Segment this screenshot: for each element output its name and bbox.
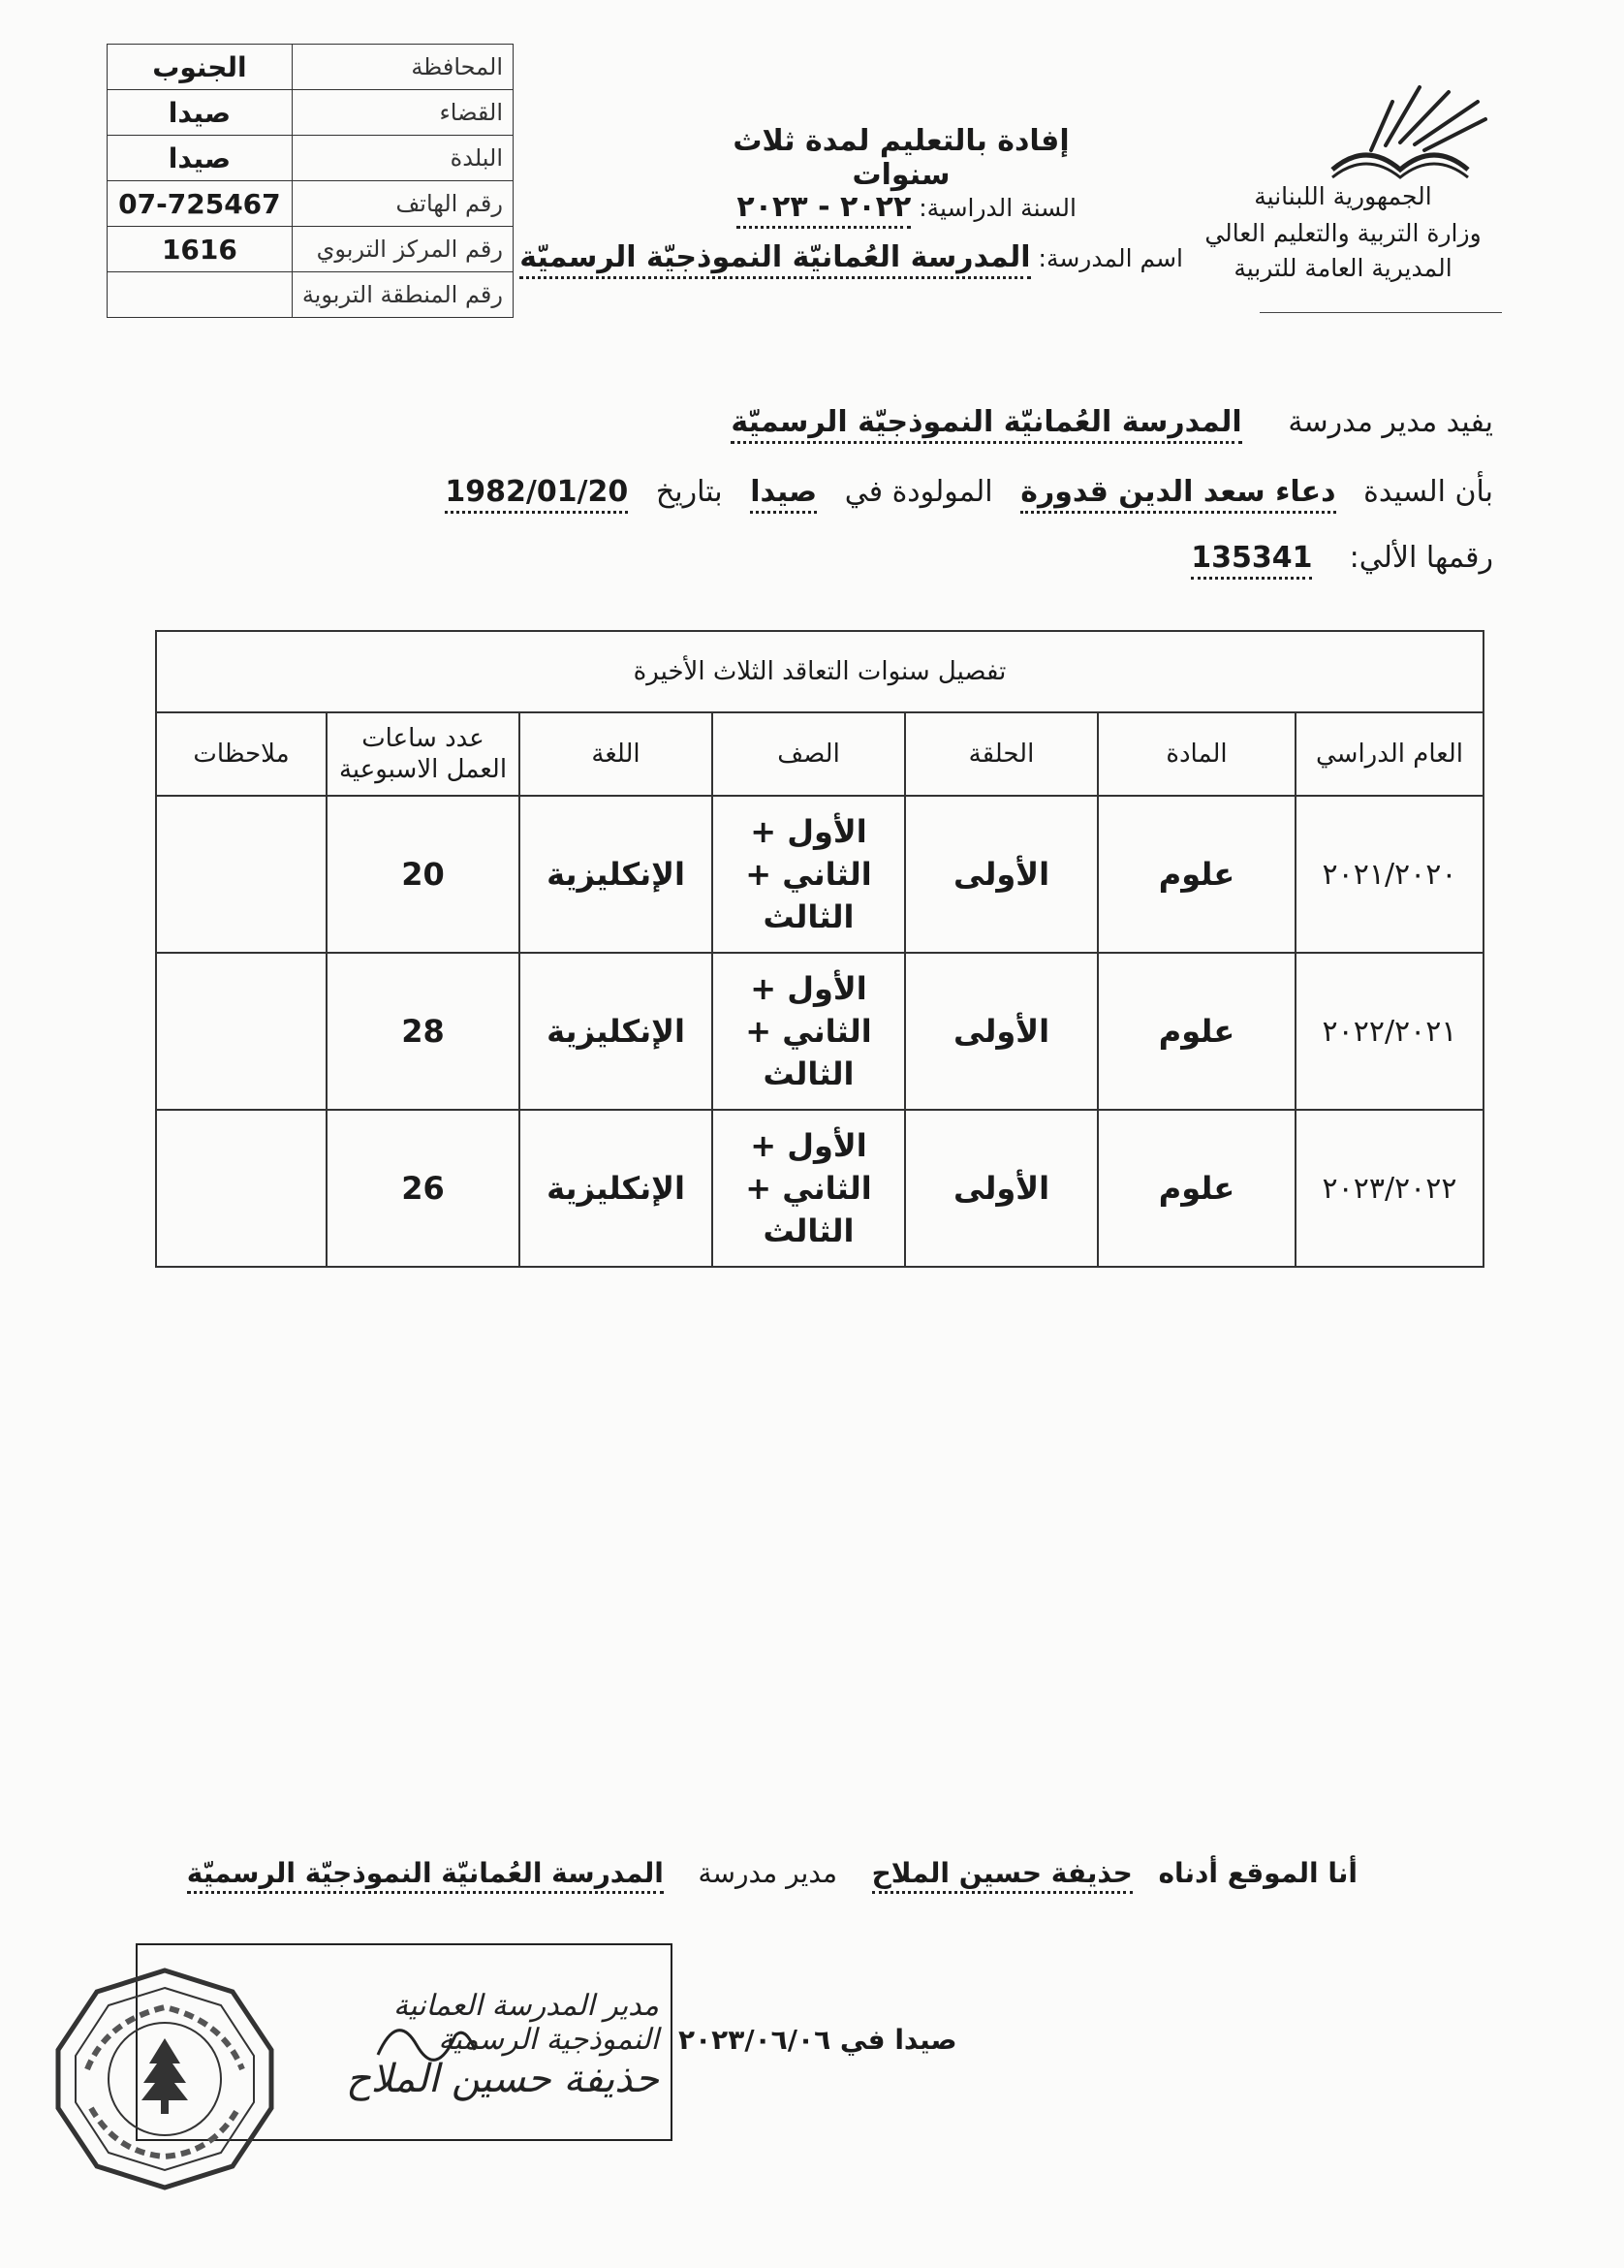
info-row-governorate [108,45,514,90]
grade-line: الثاني + [745,856,872,893]
header-hours-line-1: عدد ساعات [361,724,484,753]
info-row-town [108,136,514,181]
header-subject: المادة [1098,712,1296,796]
cell-grade [712,1110,905,1267]
cell-subject: علوم [1098,953,1296,1110]
school-name-line [519,240,1183,274]
teacher-name: دعاء سعد الدين قدورة [1020,475,1335,514]
cell-notes [156,953,327,1110]
school-name-label: اسم المدرسة: [1038,244,1183,272]
grade-line: الثالث [763,898,855,935]
info-label: رقم المنطقة التربوية [292,272,513,318]
grade-line: الثالث [763,1055,855,1092]
table-caption: تفصيل سنوات التعاقد الثلاث الأخيرة [156,631,1483,712]
cell-cycle: الأولى [905,953,1098,1110]
table-row [156,1110,1483,1267]
header-hours [327,712,519,796]
info-label: القضاء [292,90,513,136]
grade-line: الثاني + [745,1170,872,1207]
info-value: 07-725467 [108,181,293,227]
cell-language: الإنكليزية [519,796,712,953]
info-row-center [108,227,514,272]
ministry-logo-icon [1313,73,1487,179]
ministry-line-1: الجمهورية اللبنانية [1254,182,1432,210]
header-notes: ملاحظات [156,712,327,796]
cell-hours: 28 [327,953,519,1110]
director-of-school-label: يفيد مدير مدرسة [1288,405,1493,439]
cell-year: ٢٠٢٢/٢٠٢١ [1296,953,1483,1110]
info-label: رقم الهاتف [292,181,513,227]
cell-subject: علوم [1098,796,1296,953]
body-line-3 [1191,541,1493,575]
info-label: المحافظة [292,45,513,90]
director-name: حذيفة حسين الملاح [872,1857,1133,1894]
header-language: اللغة [519,712,712,796]
grade-line: الأول + [750,1127,867,1164]
cell-year: ٢٠٢٣/٢٠٢٢ [1296,1110,1483,1267]
mrs-label: بأن السيدة [1363,475,1493,509]
grade-line: الثالث [763,1213,855,1249]
cell-notes [156,796,327,953]
info-label: البلدة [292,136,513,181]
table-header-row [156,712,1483,796]
birth-place: صيدا [750,475,817,514]
footer-school-name: المدرسة العُمانيّة النموذجيّة الرسميّة [187,1857,664,1894]
info-value: صيدا [108,136,293,181]
info-label: رقم المركز التربوي [292,227,513,272]
body-line-1 [731,405,1493,439]
body-line-2 [445,475,1493,509]
academic-year-line [736,190,1077,224]
ministry-line-3: المديرية العامة للتربية [1234,254,1452,282]
cell-cycle: الأولى [905,1110,1098,1267]
header-cycle: الحلقة [905,712,1098,796]
ministry-line-2: وزارة التربية والتعليم العالي [1204,219,1482,247]
info-value: صيدا [108,90,293,136]
birth-date: 1982/01/20 [445,475,628,514]
info-value [108,272,293,318]
school-name-value: المدرسة العُمانيّة النموذجيّة الرسميّة [519,240,1030,279]
header-hours-line-2: العمل الاسبوعية [338,755,508,784]
info-value: 1616 [108,227,293,272]
cell-year: ٢٠٢١/٢٠٢٠ [1296,796,1483,953]
info-row-district [108,90,514,136]
cell-cycle: الأولى [905,796,1098,953]
date-label: بتاريخ [655,475,723,509]
cell-language: الإنكليزية [519,1110,712,1267]
grade-line: الثاني + [745,1013,872,1050]
table-row [156,953,1483,1110]
header-grade: الصف [712,712,905,796]
header-year: العام الدراسي [1296,712,1483,796]
info-row-region [108,272,514,318]
cell-notes [156,1110,327,1267]
cell-grade [712,953,905,1110]
grade-line: الأول + [750,970,867,1007]
ministry-divider [1260,312,1502,313]
table-row [156,796,1483,953]
school-name: المدرسة العُمانيّة النموذجيّة الرسميّة [731,405,1241,444]
signature-scribble-icon [368,2006,484,2074]
academic-year-label: السنة الدراسية: [919,194,1077,222]
employee-number: 135341 [1191,541,1312,580]
cell-hours: 26 [327,1110,519,1267]
place-and-date: صيدا في ٢٠٢٣/٠٦/٠٦ [678,2024,957,2056]
footer-line [187,1857,1358,1889]
info-row-phone [108,181,514,227]
director-role: مدير مدرسة [698,1857,838,1889]
cell-language: الإنكليزية [519,953,712,1110]
employee-number-label: رقمها الألي: [1349,541,1493,575]
contract-years-table [155,630,1484,1268]
grade-line: الأول + [750,813,867,850]
official-stamp-icon [48,1963,281,2195]
born-in-label: المولودة في [844,475,993,509]
info-value: الجنوب [108,45,293,90]
undersigned-label: أنا الموقع أدناه [1158,1857,1358,1889]
cell-grade [712,796,905,953]
cell-subject: علوم [1098,1110,1296,1267]
academic-year-value: ٢٠٢٢ - ٢٠٢٣ [736,190,911,229]
signature-name-line: حذيفة حسين الملاح [345,2057,659,2101]
signature-title-line: مدير المدرسة العمانية النموذجية الرسمية [393,1989,659,2057]
info-table [107,44,514,318]
cell-hours: 20 [327,796,519,953]
document-title: إفادة بالتعليم لمدة ثلاث سنوات [733,124,1070,192]
